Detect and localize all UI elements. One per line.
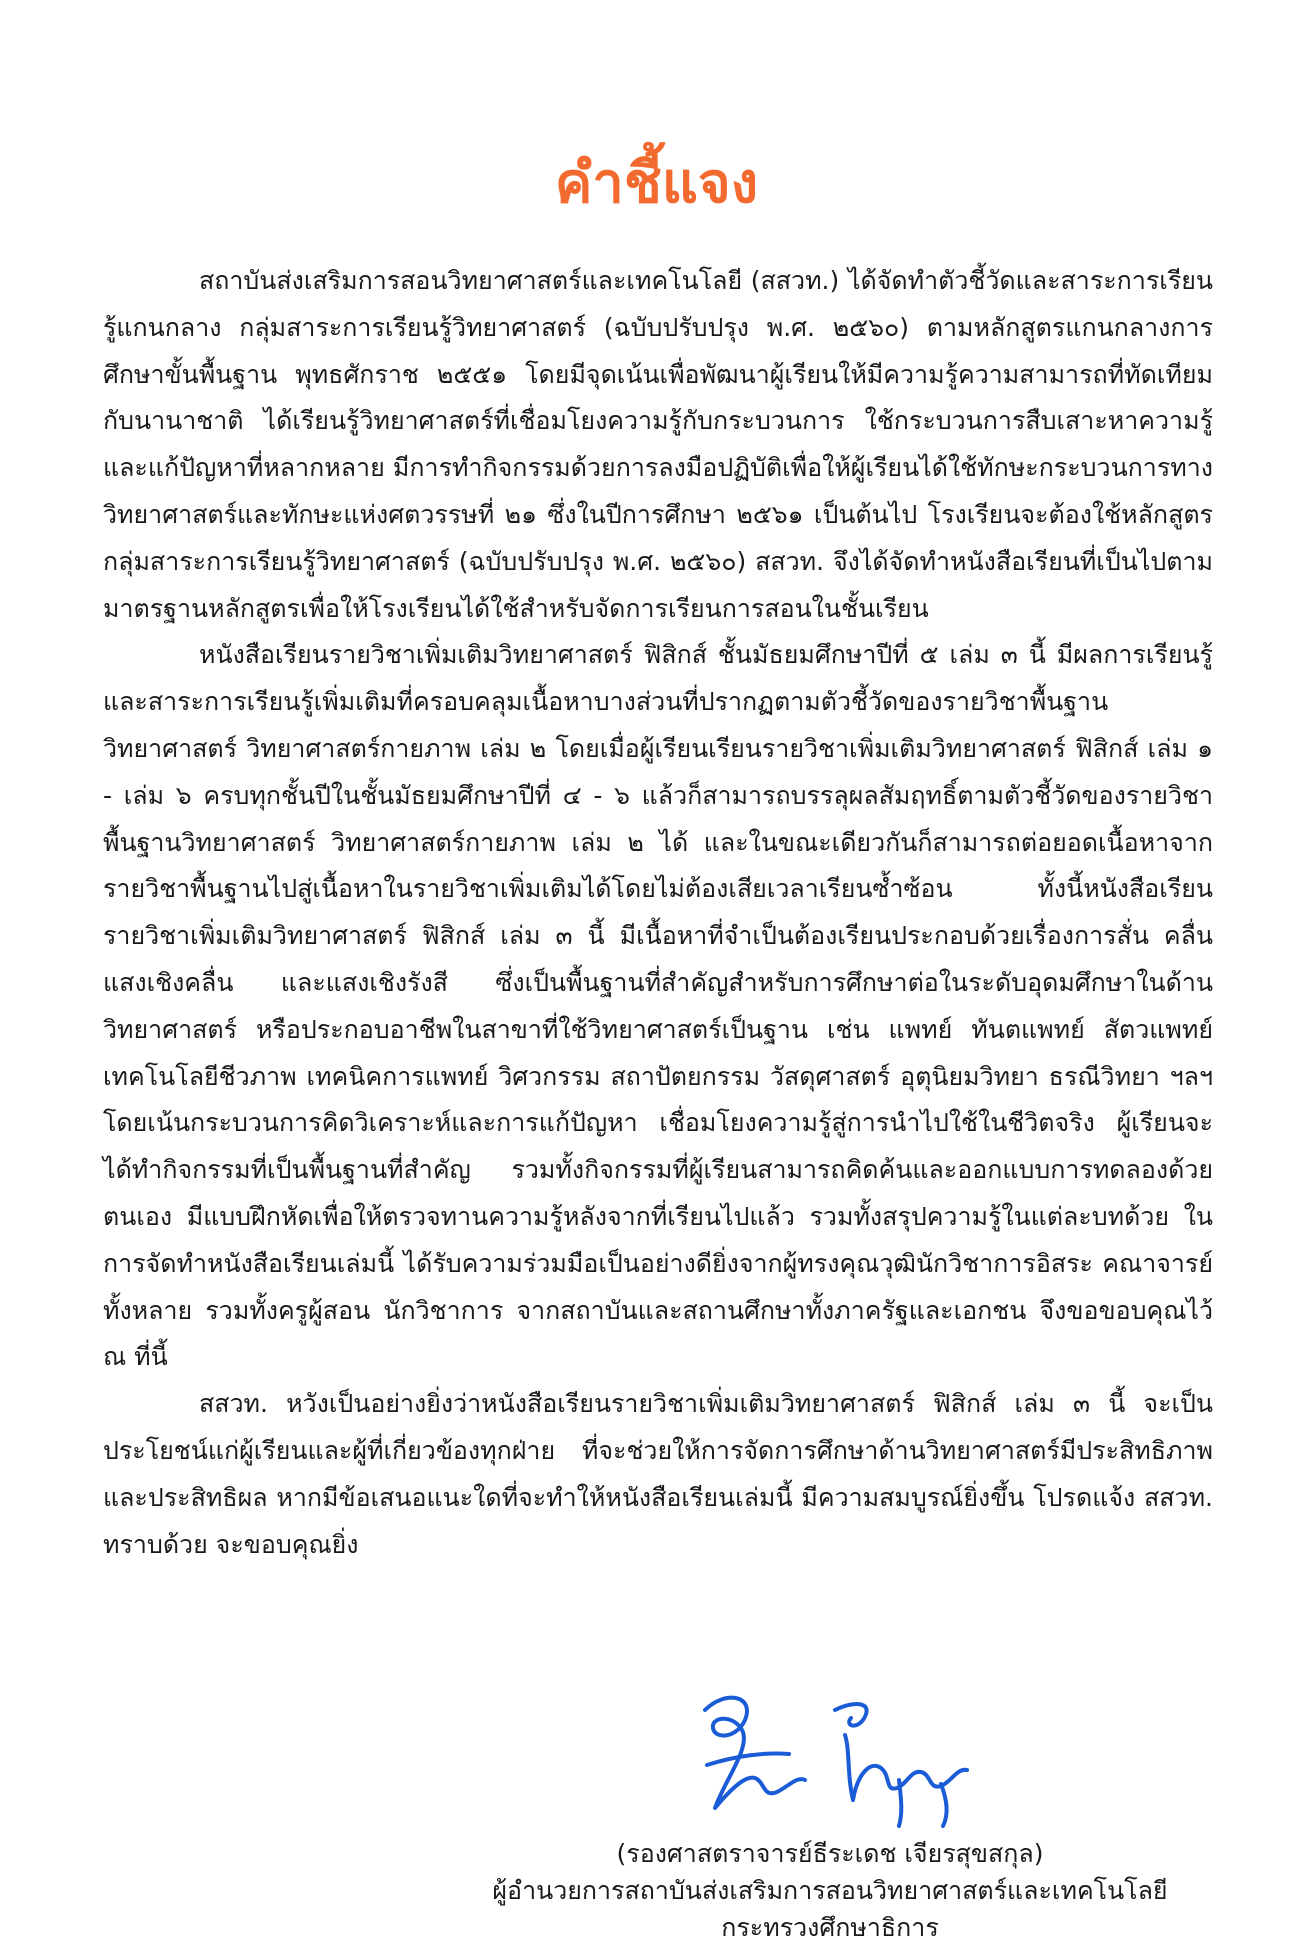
- body-text: [103, 258, 1213, 1568]
- paragraph-book-content: หนังสือเรียนรายวิชาเพิ่มเติมวิทยาศาสตร์ ฟิสิกส์ ชั้นมัธยมศึกษาปีที่ ๕ เล่ม ๓ นี้ มีผลการเรียนรู้และสาระการเรียนรู้เพิ่มเติมที่ครอบคลุมเนื้อหาบางส่วนที่ปรากฏตามตัวชี้วัดของรายวิชาพื้นฐานวิทยาศาสตร์ วิทยาศาสตร์กายภาพ เล่ม ๒ โดยเมื่อผู้เรียนเรียนรายวิชาเพิ่มเติมวิทยาศาสตร์ ฟิสิกส์ เล่ม ๑ - เล่ม ๖ ครบทุกชั้นปีในชั้นมัธยมศึกษาปีที่ ๔ - ๖ แล้วก็สามารถบรรลุผลสัมฤทธิ์ตามตัวชี้วัดของรายวิชาพื้นฐานวิทยาศาสตร์ วิทยาศาสตร์กายภาพ เล่ม ๒ ได้ และในขณะเดียวกันก็สามารถต่อยอดเนื้อหาจากรายวิชาพื้นฐานไปสู่เนื้อหาในรายวิชาเพิ่มเติมได้โดยไม่ต้องเสียเวลาเรียนซ้ำซ้อน ทั้งนี้หนังสือเรียนรายวิชาเพิ่มเติมวิทยาศาสตร์ ฟิสิกส์ เล่ม ๓ นี้ มีเนื้อหาที่จำเป็นต้องเรียนประกอบด้วยเรื่องการสั่น คลื่น แสงเชิงคลื่น และแสงเชิงรังสี ซึ่งเป็นพื้นฐานที่สำคัญสำหรับการศึกษาต่อในระดับอุดมศึกษาในด้านวิทยาศาสตร์ หรือประกอบอาชีพในสาขาที่ใช้วิทยาศาสตร์เป็นฐาน เช่น แพทย์ ทันตแพทย์ สัตวแพทย์ เทคโนโลยีชีวภาพ เทคนิคการแพทย์ วิศวกรรม สถาปัตยกรรม วัสดุศาสตร์ อุตุนิยมวิทยา ธรณีวิทยา ฯลฯ โดยเน้นกระบวนการคิดวิเคราะห์และการแก้ปัญหา เชื่อมโยงความรู้สู่การนำไปใช้ในชีวิตจริง ผู้เรียนจะได้ทำกิจกรรมที่เป็นพื้นฐานที่สำคัญ รวมทั้งกิจกรรมที่ผู้เรียนสามารถคิดค้นและออกแบบการทดลองด้วยตนเอง มีแบบฝึกหัดเพื่อให้ตรวจทานความรู้หลังจากที่เรียนไปแล้ว รวมทั้งสรุปความรู้ในแต่ละบทด้วย ในการจัดทำหนังสือเรียนเล่มนี้ ได้รับความร่วมมือเป็นอย่างดียิ่งจากผู้ทรงคุณวุฒินักวิชาการอิสระ คณาจารย์ทั้งหลาย รวมทั้งครูผู้สอน นักวิชาการ จากสถาบันและสถานศึกษาทั้งภาครัฐและเอกชน จึงขอขอบคุณไว้ ณ ที่นี้: [103, 640, 1213, 1372]
- page-title: คำชี้แจง: [554, 151, 759, 216]
- paragraph-intro: สถาบันส่งเสริมการสอนวิทยาศาสตร์และเทคโนโลยี (สสวท.) ได้จัดทำตัวชี้วัดและสาระการเรียนรู้แกนกลาง กลุ่มสาระการเรียนรู้วิทยาศาสตร์ (ฉบับปรับปรุง พ.ศ. ๒๕๖๐) ตามหลักสูตรแกนกลางการศึกษาขั้นพื้นฐาน พุทธศักราช ๒๕๕๑ โดยมีจุดเน้นเพื่อพัฒนาผู้เรียนให้มีความรู้ความสามารถที่ทัดเทียมกับนานาชาติ ได้เรียนรู้วิทยาศาสตร์ที่เชื่อมโยงความรู้กับกระบวนการ ใช้กระบวนการสืบเสาะหาความรู้และแก้ปัญหาที่หลากหลาย มีการทำกิจกรรมด้วยการลงมือปฏิบัติเพื่อให้ผู้เรียนได้ใช้ทักษะกระบวนการทางวิทยาศาสตร์และทักษะแห่งศตวรรษที่ ๒๑ ซึ่งในปีการศึกษา ๒๕๖๑ เป็นต้นไป โรงเรียนจะต้องใช้หลักสูตรกลุ่มสาระการเรียนรู้วิทยาศาสตร์ (ฉบับปรับปรุง พ.ศ. ๒๕๖๐) สสวท. จึงได้จัดทำหนังสือเรียนที่เป็นไปตามมาตรฐานหลักสูตรเพื่อให้โรงเรียนได้ใช้สำหรับจัดการเรียนการสอนในชั้นเรียน: [103, 266, 1213, 623]
- signer-organization: กระทรวงศึกษาธิการ: [721, 1913, 939, 1942]
- handwritten-signature: [685, 1680, 975, 1830]
- signature-ink: [685, 1680, 975, 1830]
- signer-position: ผู้อำนวยการสถาบันส่งเสริมการสอนวิทยาศาสตร์และเทคโนโลยี: [492, 1876, 1168, 1905]
- signer-name: (รองศาสตราจารย์ธีระเดช เจียรสุขสกุล): [616, 1839, 1044, 1868]
- signature-block: [480, 1835, 1180, 1946]
- paragraph-closing: สสวท. หวังเป็นอย่างยิ่งว่าหนังสือเรียนรายวิชาเพิ่มเติมวิทยาศาสตร์ ฟิสิกส์ เล่ม ๓ นี้ จะเป็นประโยชน์แก่ผู้เรียนและผู้ที่เกี่ยวข้องทุกฝ่าย ที่จะช่วยให้การจัดการศึกษาด้านวิทยาศาสตร์มีประสิทธิภาพและประสิทธิผล หากมีข้อเสนอแนะใดที่จะทำให้หนังสือเรียนเล่มนี้ มีความสมบูรณ์ยิ่งขึ้น โปรดแจ้ง สสวท. ทราบด้วย จะขอบคุณยิ่ง: [103, 1389, 1213, 1559]
